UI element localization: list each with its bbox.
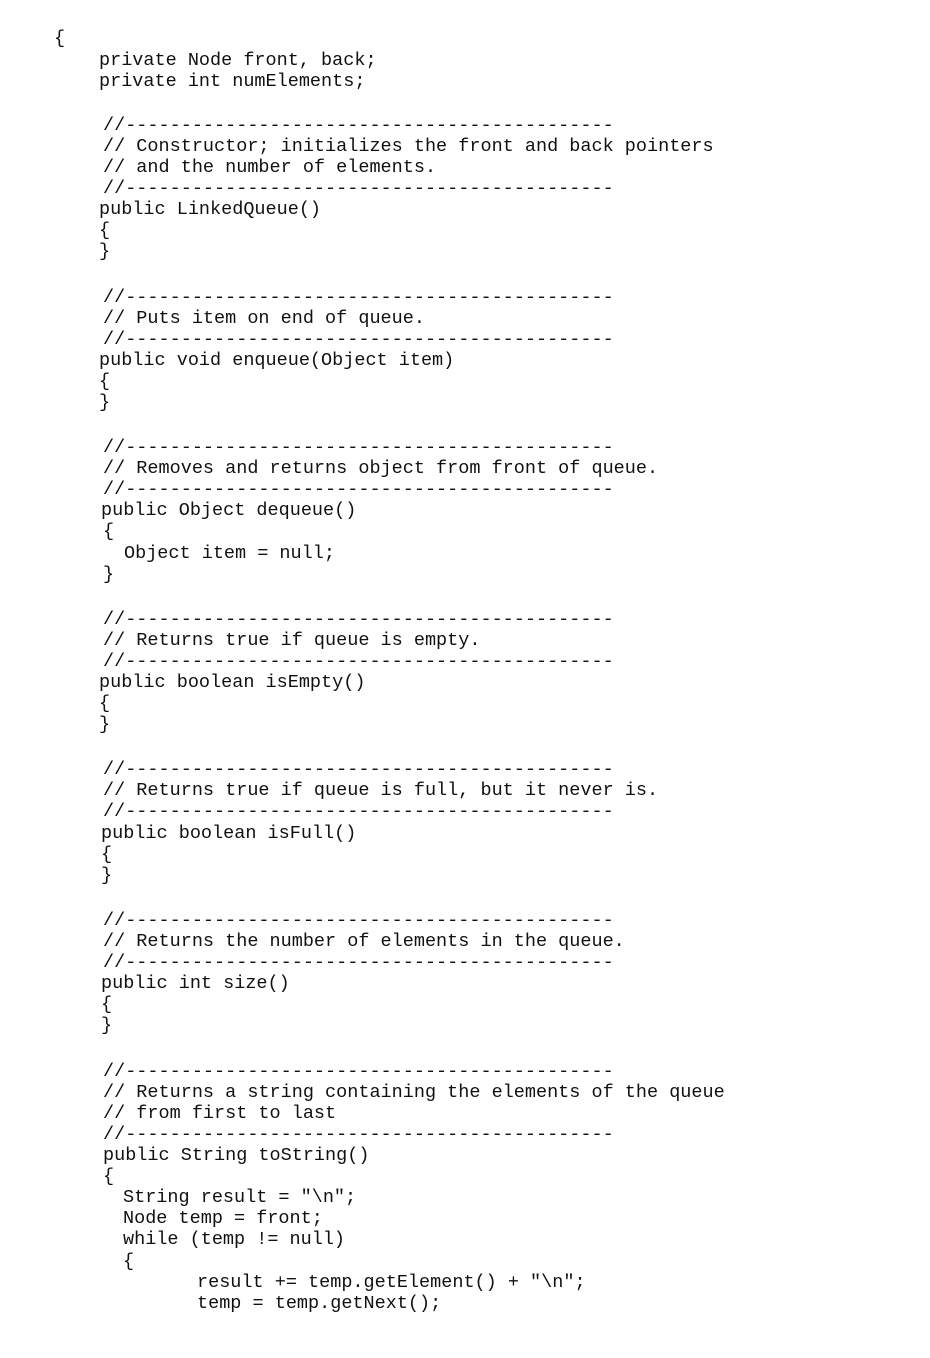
code-line: // and the number of elements.: [103, 157, 437, 178]
code-line: }: [103, 564, 115, 585]
code-line: }: [99, 714, 111, 735]
code-line: public int size(): [101, 973, 290, 994]
code-line: public boolean isEmpty(): [99, 672, 366, 693]
code-line: }: [99, 392, 111, 413]
code-line: Node temp = front;: [123, 1208, 323, 1229]
code-line: public void enqueue(Object item): [99, 350, 455, 371]
code-line: // Constructor; initializes the front and back pointers: [103, 136, 714, 157]
code-line: {: [103, 521, 115, 542]
code-line: public String toString(): [103, 1145, 370, 1166]
code-line: }: [101, 865, 113, 886]
code-line: // Returns true if queue is full, but it never is.: [103, 780, 659, 801]
code-line: //--------------------------------------------: [103, 651, 614, 672]
code-line: {: [99, 220, 111, 241]
code-line: }: [101, 1015, 113, 1036]
code-line: //--------------------------------------------: [103, 1061, 614, 1082]
code-line: {: [99, 371, 111, 392]
code-line: private int numElements;: [99, 71, 366, 92]
code-line: //--------------------------------------------: [103, 479, 614, 500]
code-line: // Puts item on end of queue.: [103, 308, 425, 329]
code-line: {: [123, 1251, 135, 1272]
code-line: String result = "\n";: [123, 1187, 357, 1208]
code-line: //--------------------------------------------: [103, 287, 614, 308]
code-line: //--------------------------------------------: [103, 1124, 614, 1145]
code-line: //--------------------------------------------: [103, 952, 614, 973]
code-line: //--------------------------------------------: [103, 609, 614, 630]
code-line: {: [103, 1166, 115, 1187]
code-line: }: [99, 241, 111, 262]
code-line: //--------------------------------------------: [103, 115, 614, 136]
code-line: //--------------------------------------------: [103, 759, 614, 780]
code-line: while (temp != null): [123, 1229, 346, 1250]
code-line: public boolean isFull(): [101, 823, 357, 844]
code-line: //--------------------------------------------: [103, 178, 614, 199]
code-line: {: [54, 28, 66, 49]
code-line: {: [101, 994, 113, 1015]
code-line: Object item = null;: [124, 543, 335, 564]
code-line: // Returns the number of elements in the queue.: [103, 931, 625, 952]
code-line: // Returns true if queue is empty.: [103, 630, 481, 651]
code-line: //--------------------------------------------: [103, 329, 614, 350]
code-line: // from first to last: [103, 1103, 337, 1124]
code-line: //--------------------------------------------: [103, 910, 614, 931]
code-line: //--------------------------------------------: [103, 437, 614, 458]
code-line: // Removes and returns object from front of queue.: [103, 458, 659, 479]
code-line: //--------------------------------------------: [103, 801, 614, 822]
code-line: {: [99, 693, 111, 714]
code-line: temp = temp.getNext();: [197, 1293, 442, 1314]
code-line: // Returns a string containing the elements of the queue: [103, 1082, 725, 1103]
code-line: private Node front, back;: [99, 50, 377, 71]
code-line: public Object dequeue(): [101, 500, 357, 521]
code-line: public LinkedQueue(): [99, 199, 322, 220]
code-line: result += temp.getElement() + "\n";: [197, 1272, 586, 1293]
code-line: {: [101, 844, 113, 865]
